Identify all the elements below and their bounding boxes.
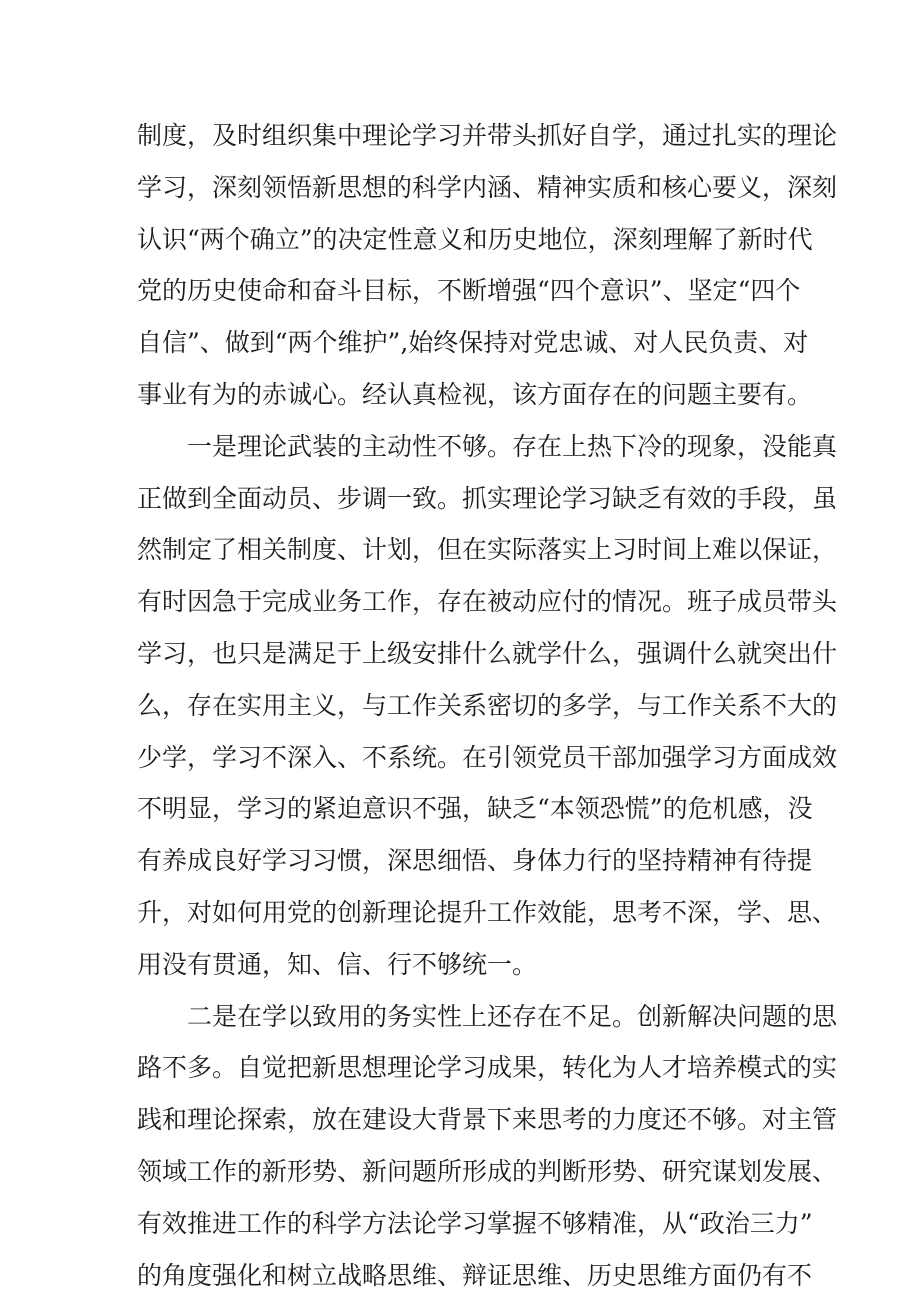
text-line-1: 制度，及时组织集中理论学习并带头抓好自学，通过扎实的理论 <box>137 121 838 150</box>
text-line-4: 党的历史使命和奋斗目标，不断增强“四个意识”、坚定“四个 <box>137 276 801 305</box>
text-line-6: 事业有为的赤诚心。经认真检视，该方面存在的问题主要有。 <box>137 380 813 409</box>
text-line-12: 么，存在实用主义，与工作关系密切的多学，与工作关系不大的 <box>137 691 838 720</box>
text-line-13: 少学，学习不深入、不系统。在引领党员干部加强学习方面成效 <box>137 743 838 772</box>
text-line-10: 有时因急于完成业务工作，存在被动应付的情况。班子成员带头 <box>137 587 838 616</box>
text-line-5: 自信”、做到“两个维护”,始终保持对党忠诚、对人民负责、对 <box>137 328 809 357</box>
text-line-3: 认识“两个确立”的决定性意义和历史地位，深刻理解了新时代 <box>137 225 813 254</box>
text-line-9: 然制定了相关制度、计划，但在实际落实上习时间上难以保证， <box>137 535 838 564</box>
text-line-7: 一是理论武装的主动性不够。存在上热下冷的现象，没能真 <box>187 432 838 461</box>
text-line-23: 的角度强化和树立战略思维、辩证思维、历史思维方面仍有不 <box>137 1261 813 1290</box>
text-line-20: 践和理论探索，放在建设大背景下来思考的力度还不够。对主管 <box>137 1105 838 1134</box>
text-line-19: 路不多。自觉把新思想理论学习成果，转化为人才培养模式的实 <box>137 1053 838 1082</box>
text-line-14: 不明显，学习的紧迫意识不强，缺乏“本领恐慌”的危机感，没 <box>137 794 813 823</box>
text-line-8: 正做到全面动员、步调一致。抓实理论学习缺乏有效的手段，虽 <box>137 484 838 513</box>
text-line-16: 升，对如何用党的创新理论提升工作效能，思考不深，学、思、 <box>137 898 838 927</box>
text-line-2: 学习，深刻领悟新思想的科学内涵、精神实质和核心要义，深刻 <box>137 173 838 202</box>
text-line-17: 用没有贯通，知、信、行不够统一。 <box>137 950 538 979</box>
text-line-21: 领域工作的新形势、新问题所形成的判断形势、研究谋划发展、 <box>137 1157 838 1186</box>
text-line-15: 有养成良好学习习惯，深思细悟、身体力行的坚持精神有待提 <box>137 846 813 875</box>
text-line-18: 二是在学以致用的务实性上还存在不足。创新解决问题的思 <box>187 1002 838 1031</box>
text-line-22: 有效推进工作的科学方法论学习掌握不够精准，从“政治三力” <box>137 1209 813 1238</box>
text-line-11: 学习，也只是满足于上级安排什么就学什么，强调什么就突出什 <box>137 639 838 668</box>
